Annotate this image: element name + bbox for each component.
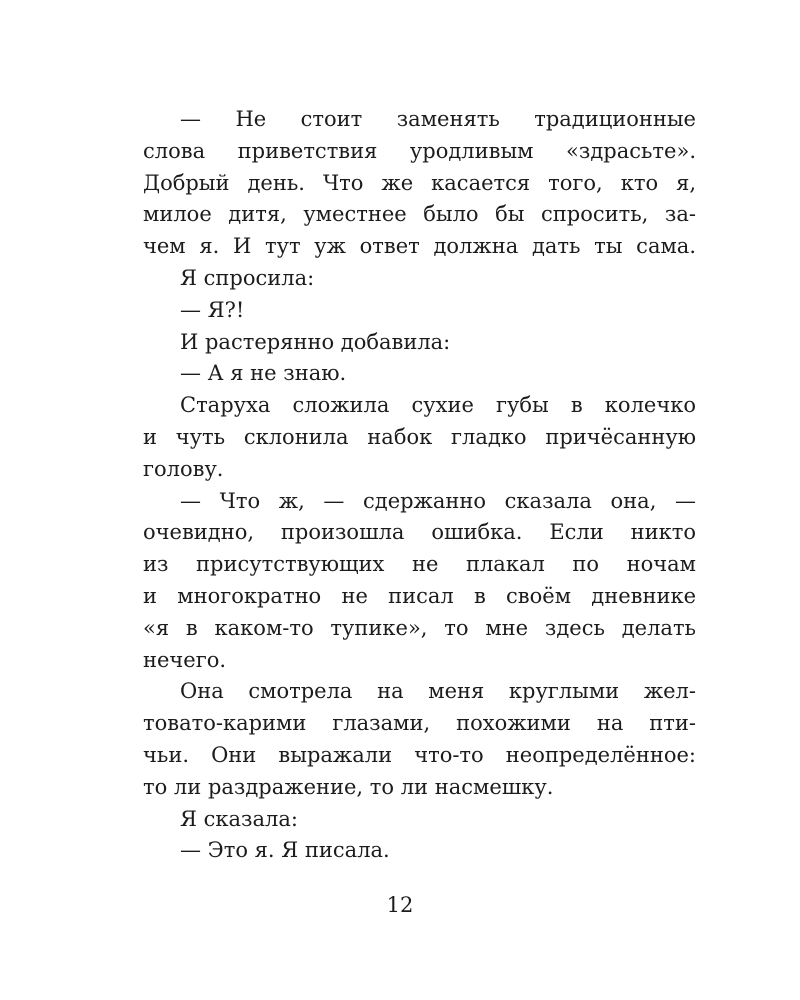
text-line: — Я?! xyxy=(180,297,245,322)
text-line: — Не стоит заменять традиционные xyxy=(180,107,696,131)
text-line: чьи. Они выражали что-то неопределённое: xyxy=(143,742,696,767)
text-line: «я в каком-то тупике», то мне здесь делать xyxy=(143,615,696,640)
text-line: и чуть склонила набок гладко причёсанную xyxy=(143,424,696,449)
text-line: И растерянно добавила: xyxy=(180,329,451,354)
text-line: Добрый день. Что же касается того, кто я, xyxy=(143,170,696,195)
text-line: — Что ж, — сдержанно сказала она, — xyxy=(180,488,696,513)
body-text xyxy=(143,104,696,867)
text-line: Я спросила: xyxy=(180,265,315,290)
text-line: слова приветствия уродливым «здрасьте». xyxy=(143,138,696,163)
text-line: милое дитя, уместнее было бы спросить, за- xyxy=(143,202,696,227)
text-line: то ли раздражение, то ли насмешку. xyxy=(143,774,554,799)
text-line: Старуха сложила сухие губы в колечко xyxy=(180,393,696,418)
text-line: очевидно, произошла ошибка. Если никто xyxy=(143,520,696,545)
text-line: товато-карими глазами, похожими на пти- xyxy=(143,711,696,736)
text-line: из присутствующих не плакал по ночам xyxy=(143,552,696,577)
page-number: 12 xyxy=(386,893,414,917)
text-line: нечего. xyxy=(143,647,227,672)
text-line: и многократно не писал в своём дневнике xyxy=(143,583,696,608)
text-line: чем я. И тут уж ответ должна дать ты сама. xyxy=(143,234,696,259)
text-line: Я сказала: xyxy=(180,806,298,831)
text-line: — А я не знаю. xyxy=(180,361,347,386)
text-line: — Это я. Я писала. xyxy=(180,838,390,863)
text-line: Она смотрела на меня круглыми жел- xyxy=(180,679,696,704)
text-line: голову. xyxy=(143,456,224,481)
